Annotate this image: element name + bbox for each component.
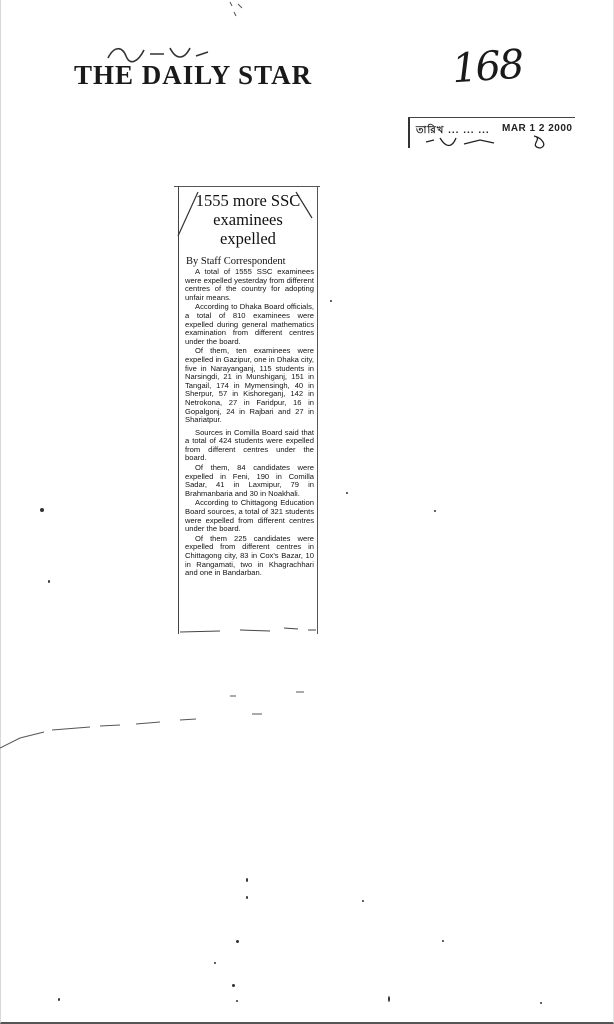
article-headline [180, 191, 316, 248]
scan-speck [330, 300, 332, 302]
article-body [185, 268, 314, 579]
date-stamp-date: MAR 1 2 2000 [502, 123, 573, 134]
article-byline: By Staff Correspondent [186, 256, 286, 267]
article-paragraph: According to Dhaka Board officials, a total of 810 examinees were expelled during general mathematics examination from different centres under the board. [185, 302, 314, 346]
scan-speck [236, 940, 239, 943]
article-paragraph: Of them, ten examinees were expelled in Gazipur, one in Dhaka city, five in Narayanganj, 115 students in Narsingdi, 21 in Munshiganj, 151 in Tangail, 174 in Mymensingh, 40 in Sherpur, 57 in Kishoreganj, 142 in Netrokona, 27 in Faridpur, 16 in Gopalgonj, 24 in Rajbari and 27 in Shariatpur. [185, 346, 314, 425]
date-stamp [408, 117, 575, 148]
scan-speck [40, 508, 44, 512]
scan-speck [540, 1002, 542, 1004]
article-paragraph: Of them 225 candidates were expelled from different centres in Chittagong city, 83 in Cox's Bazar, 10 in Rangamati, two in Khagrachhari and one in Bandarban. [185, 533, 314, 578]
article-paragraph: Sources in Comilla Board said that a total of 424 students were expelled from different centres under the board. [185, 427, 314, 463]
scan-speck [388, 996, 390, 1002]
article-paragraph: A total of 1555 SSC examinees were expelled yesterday from different centres of the country for adopting unfair means. [185, 267, 314, 302]
scan-speck [442, 940, 444, 942]
scan-speck [434, 510, 436, 512]
scan-speck [246, 878, 248, 882]
date-stamp-label: তারিখ ... ... ... [416, 125, 490, 136]
scan-speck [246, 896, 248, 899]
scan-artifact-line [0, 690, 340, 760]
scan-speck [232, 984, 235, 987]
scan-speck [214, 962, 216, 964]
scan-speck [362, 900, 364, 902]
masthead-scribble-mark [104, 42, 214, 66]
article-paragraph: According to Chittagong Education Board sources, a total of 321 students were expelled from different centres under the board. [185, 498, 314, 534]
article-paragraph: Of them, 84 candidates were expelled in Feni, 190 in Comilla Sadar, 41 in Laxmipur, 79 in Brahmanbaria and 30 in Noakhali. [185, 463, 314, 498]
headline-line-2: examinees [213, 210, 283, 229]
newspaper-masthead: THE DAILY STAR [74, 60, 313, 90]
scan-speck [58, 998, 60, 1001]
clipping-bottom-edge [180, 624, 320, 636]
headline-line-1: 1555 more SSC [195, 191, 301, 210]
scan-speck [236, 1000, 238, 1002]
scan-artifact-top [224, 0, 254, 20]
headline-line-3: expelled [220, 229, 276, 248]
handwritten-folio-number: 168 [450, 41, 524, 93]
scan-speck [346, 492, 348, 494]
date-stamp-handwriting [424, 134, 564, 150]
scan-speck [48, 580, 50, 583]
